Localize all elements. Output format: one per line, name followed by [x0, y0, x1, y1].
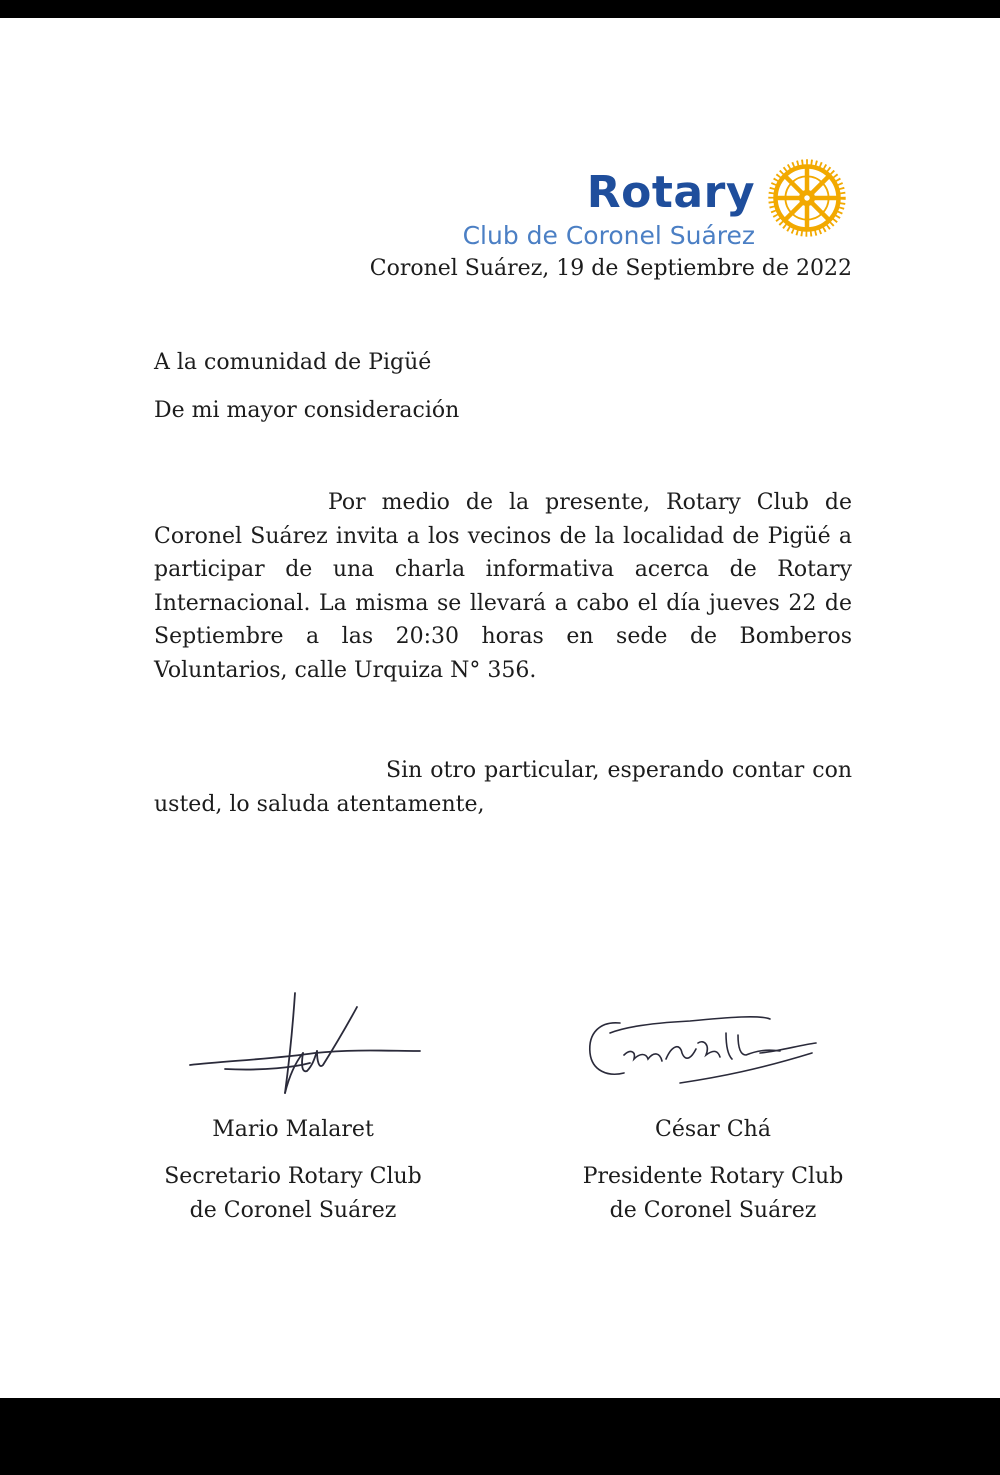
letter-date: Coronel Suárez, 19 de Septiembre de 2022 [369, 256, 852, 281]
signer-organization: de Coronel Suárez [189, 1198, 397, 1223]
letter-closing-paragraph: Sin otro particular, esperando contar con usted, lo saluda atentamente, [154, 758, 852, 817]
signature-left [185, 973, 425, 1113]
letter-salutation: De mi mayor consideración [154, 398, 460, 423]
signer-name: César Chá [655, 1117, 771, 1142]
rotary-logo [462, 153, 860, 253]
signature-right [580, 993, 820, 1093]
letter-body-paragraph: Por medio de la presente, Rotary Club de Coronel Suárez invita a los vecinos de la localidad de Pigüé a participar de una charla informativa acerca de Rotary Internacional. La misma se llevará a cabo el día jueves 22 de Septiembre a las 20:30 horas en sede de Bomberos Voluntarios, calle Urquiza N° 356. [154, 490, 852, 683]
logo-wordmark: Rotary [586, 167, 755, 218]
signer-role: Presidente Rotary Club [582, 1164, 844, 1189]
signer-role: Secretario Rotary Club [164, 1164, 422, 1189]
letter-recipient: A la comunidad de Pigüé [154, 350, 432, 375]
logo-subtitle: Club de Coronel Suárez [462, 221, 755, 250]
rotary-wheel-icon [762, 153, 852, 243]
signer-organization: de Coronel Suárez [609, 1198, 817, 1223]
signer-name: Mario Malaret [212, 1117, 374, 1142]
letter-page [0, 18, 1000, 1398]
